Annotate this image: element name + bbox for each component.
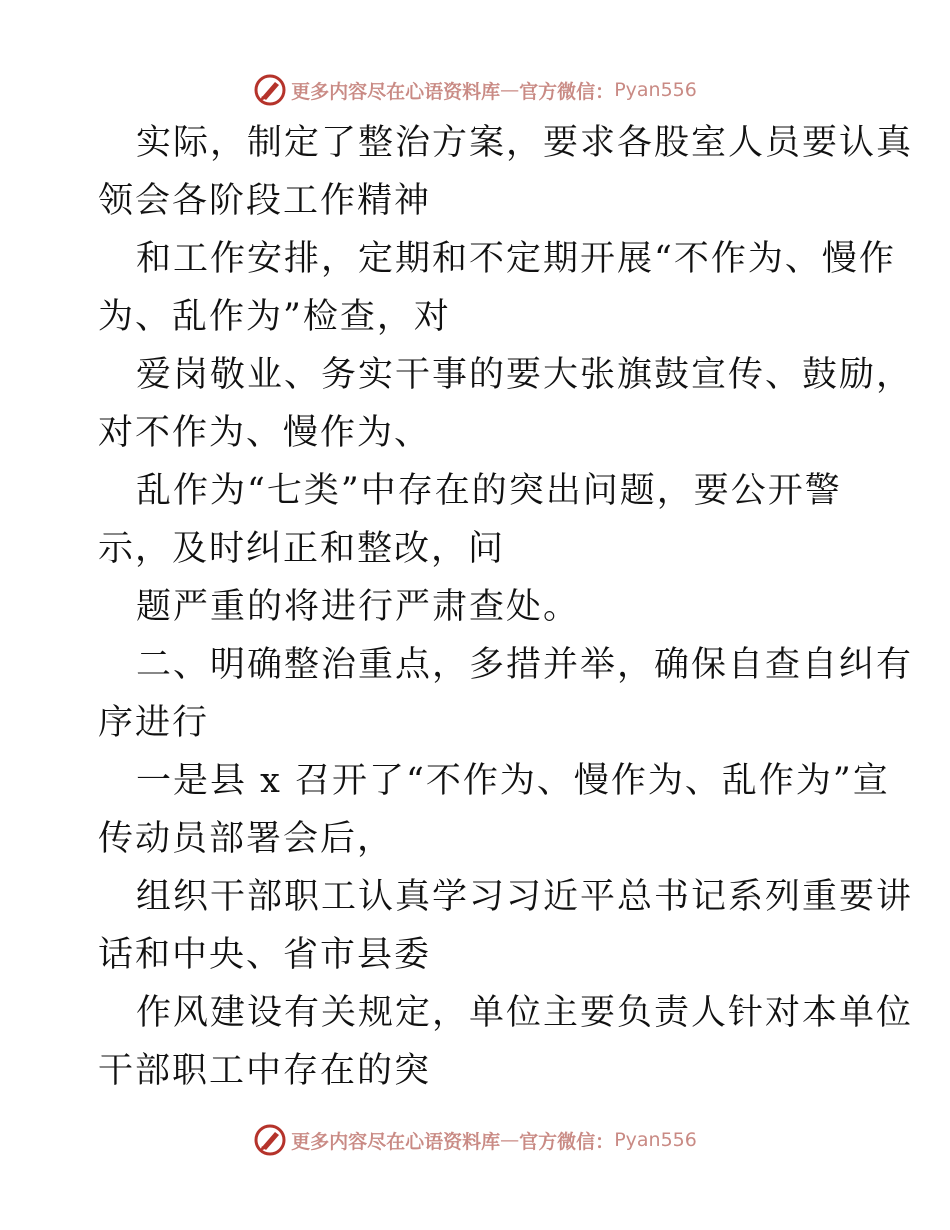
text-line: 示，及时纠正和整改，问 — [98, 529, 506, 569]
header-banner-text: 更多内容尽在心语资料库 — [291, 80, 501, 103]
text-line: 领会各阶段工作精神 — [98, 181, 432, 221]
text-line: 实际，制定了整治方案，要求各股室人员要认真 — [136, 123, 914, 163]
section-heading-continuation: 序进行 — [98, 703, 210, 743]
header-separator: — — [500, 79, 520, 101]
logo-icon — [253, 73, 287, 107]
text-line: 传动员部署会后， — [98, 819, 395, 859]
logo-icon — [253, 1123, 287, 1157]
text-line: 一是县 x 召开了“不作为、慢作为、乱作为”宣 — [136, 761, 890, 801]
footer-wechat-label: 官方微信： — [519, 1130, 615, 1153]
footer-banner-text: 更多内容尽在心语资料库 — [291, 1130, 501, 1153]
footer-separator: — — [500, 1129, 520, 1151]
text-line: 作风建设有关规定，单位主要负责人针对本单位 — [136, 993, 914, 1033]
text-line: 话和中央、省市县委 — [98, 935, 432, 975]
text-line: 干部职工中存在的突 — [98, 1051, 432, 1091]
text-line: 爱岗敬业、务实干事的要大张旗鼓宣传、鼓励， — [136, 355, 914, 395]
header-wechat-id: Pyan556 — [614, 79, 697, 101]
text-line: 题严重的将进行严肃查处。 — [136, 587, 581, 627]
header-wechat-label: 官方微信： — [519, 80, 615, 103]
footer-wechat-id: Pyan556 — [614, 1129, 697, 1151]
text-line: 和工作安排，定期和不定期开展“不作为、慢作 — [136, 239, 896, 279]
footer-banner — [0, 1122, 950, 1158]
section-heading: 二、明确整治重点，多措并举，确保自查自纠有 — [136, 645, 914, 685]
text-line: 为、乱作为”检查，对 — [98, 297, 451, 337]
text-line: 对不作为、慢作为、 — [98, 413, 432, 453]
document-body — [98, 114, 914, 1100]
header-banner — [0, 72, 950, 108]
text-line: 乱作为“七类”中存在的突出问题，要公开警 — [136, 471, 842, 511]
text-line: 组织干部职工认真学习习近平总书记系列重要讲 — [136, 877, 914, 917]
